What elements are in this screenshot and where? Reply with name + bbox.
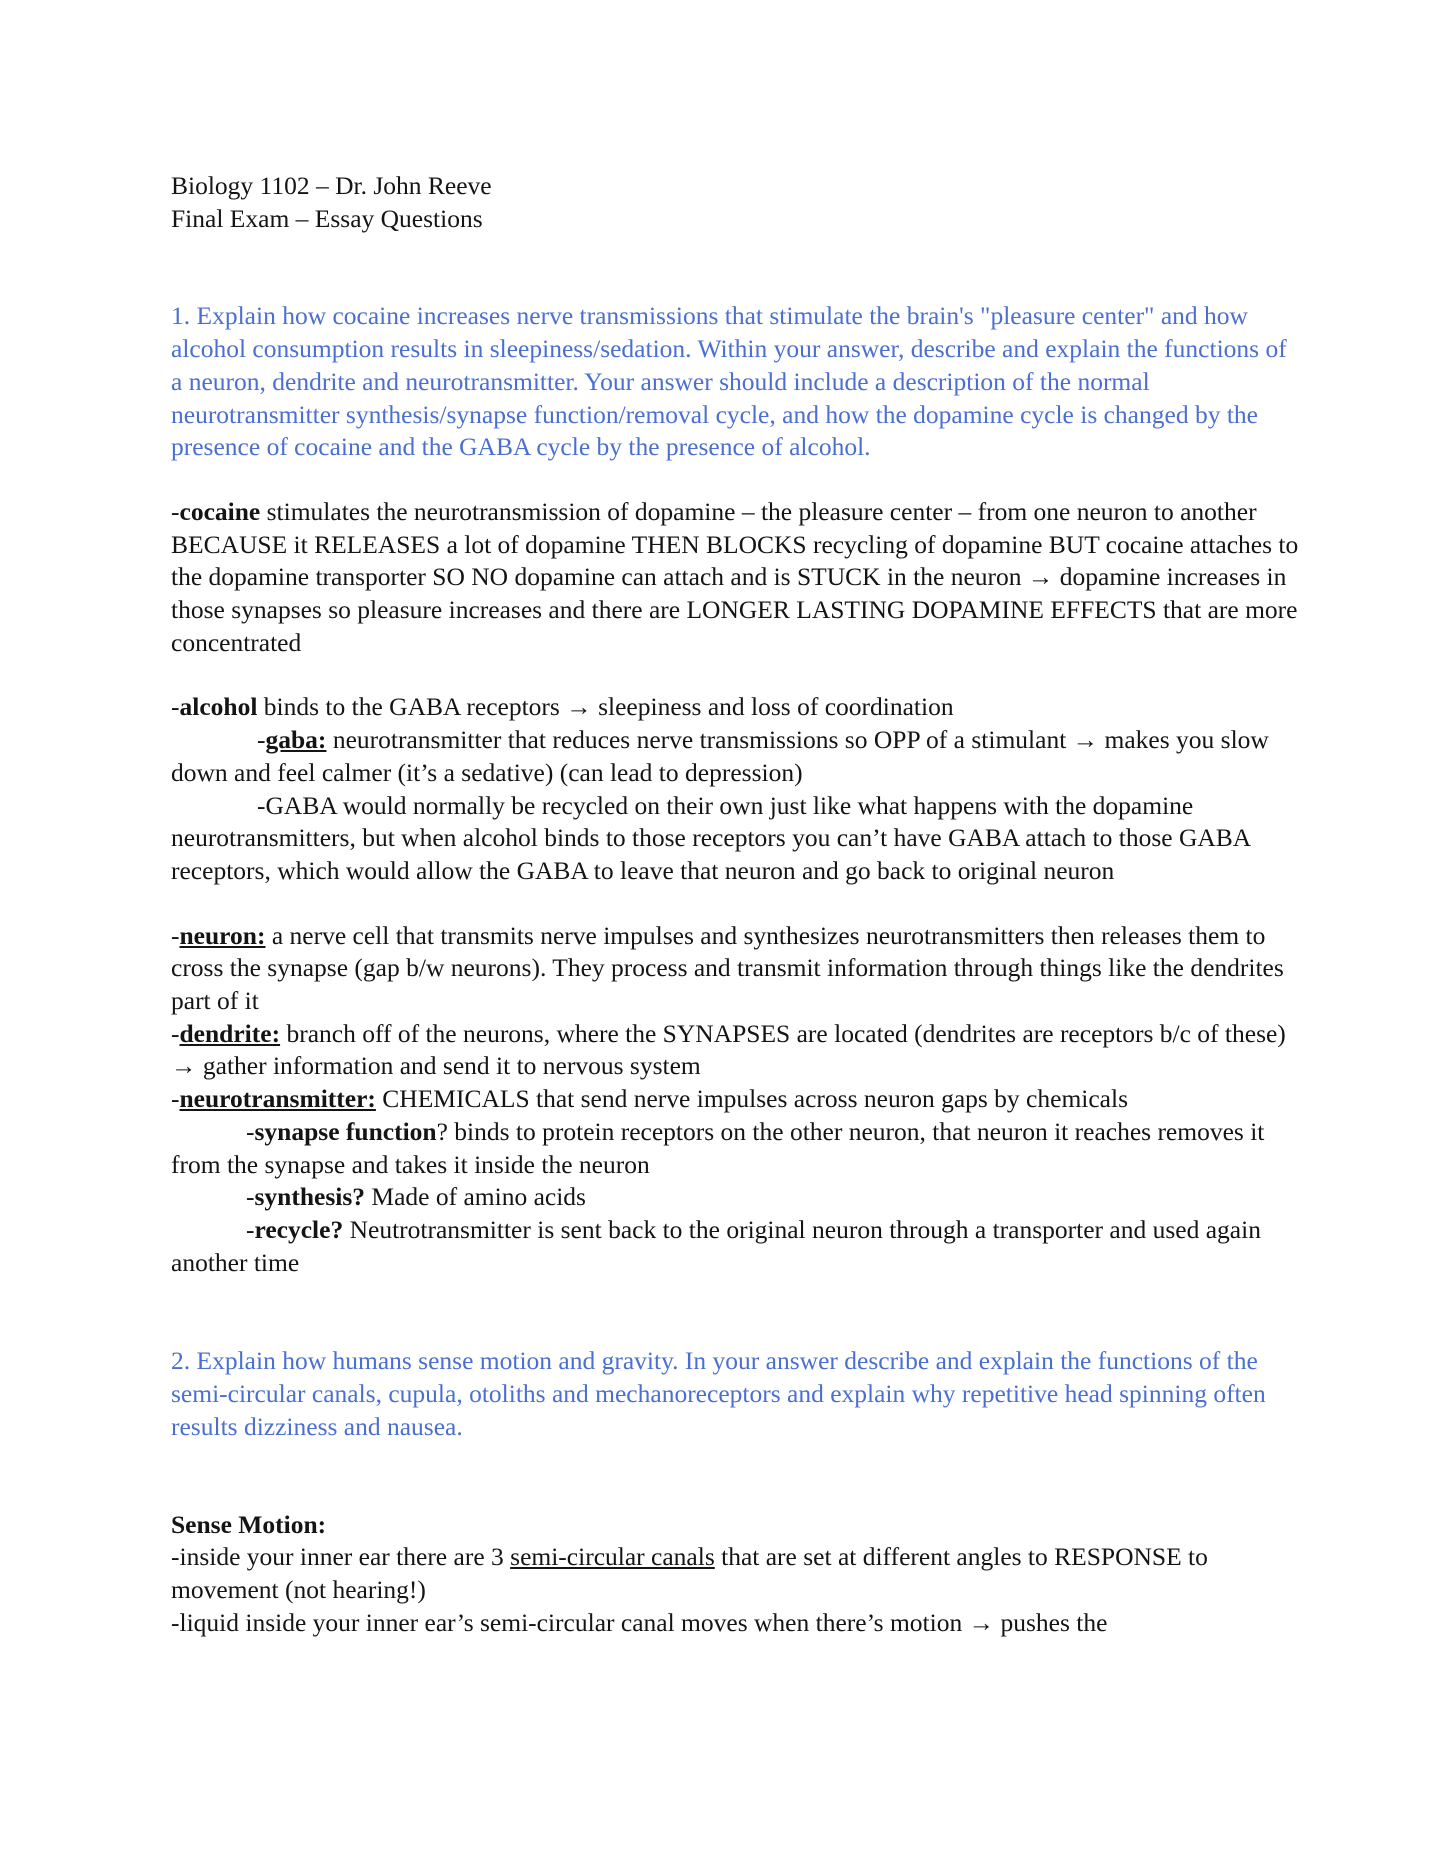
sense-motion-heading: Sense Motion:: [171, 1509, 327, 1539]
question-1-prompt: 1. Explain how cocaine increases nerve transmissions that stimulate the brain's "pleasure center" and how alcohol consumption results in sleepiness/sedation. Within your answer, describe and explain the functions of a neuron, dendrite and neurotransmitter. Your answer should include a description of the normal neurotransmitter synthesis/synapse function/removal cycle, and how the dopamine cycle is changed by the presence of cocaine and the GABA cycle by the presence of alcohol.: [171, 301, 1287, 462]
term-alcohol: alcohol: [179, 692, 258, 722]
term-neuron: neuron:: [179, 920, 266, 950]
answer-alcohol: -alcohol binds to the GABA receptors → sleepiness and loss of coordination: [171, 692, 954, 722]
header-exam-title: Final Exam – Essay Questions: [171, 203, 483, 233]
answer-neuron: -neuron: a nerve cell that transmits nerve impulses and synthesizes neurotransmitters then releases them to cross the synapse (gap b/w neurons). They process and transmit information through things like the dendrites part of it: [171, 920, 1284, 1016]
document-page: [171, 170, 1301, 1639]
term-cocaine: cocaine: [179, 496, 261, 526]
answer-synthesis: -synthesis? Made of amino acids: [246, 1182, 586, 1212]
answer-liquid-inner-ear: -liquid inside your inner ear’s semi-circular canal moves when there’s motion → pushes the: [171, 1607, 1108, 1637]
term-recycle: recycle?: [254, 1214, 344, 1244]
term-synthesis: synthesis?: [254, 1182, 366, 1212]
term-synapse-function: synapse function: [254, 1116, 437, 1146]
answer-recycle: -recycle? Neutrotransmitter is sent back to the original neuron through a transporter and used again another time: [171, 1214, 1261, 1277]
answer-dendrite: -dendrite: branch off of the neurons, where the SYNAPSES are located (dendrites are receptors b/c of these) → gather information and send it to nervous system: [171, 1018, 1286, 1081]
answer-cocaine: -cocaine stimulates the neurotransmission of dopamine – the pleasure center – from one neuron to another BECAUSE it RELEASES a lot of dopamine THEN BLOCKS recycling of dopamine BUT cocaine attaches to the dopamine transporter SO NO dopamine can attach and is STUCK in the neuron → dopamine increases in those synapses so pleasure increases and there are LONGER LASTING DOPAMINE EFFECTS that are more concentrated: [171, 496, 1299, 657]
question-2-prompt: 2. Explain how humans sense motion and gravity. In your answer describe and explain the functions of the semi-circular canals, cupula, otoliths and mechanoreceptors and explain why repetitive head spinning often results dizziness and nausea.: [171, 1346, 1266, 1441]
term-gaba: gaba:: [265, 725, 327, 755]
answer-synapse-function: -synapse function? binds to protein receptors on the other neuron, that neuron it reaches removes it from the synapse and takes it inside the neuron: [171, 1116, 1265, 1179]
term-semicircular-canals: semi-circular canals: [510, 1542, 715, 1572]
answer-neurotransmitter: -neurotransmitter: CHEMICALS that send nerve impulses across neuron gaps by chemicals: [171, 1084, 1129, 1114]
answer-gaba: -gaba: neurotransmitter that reduces nerve transmissions so OPP of a stimulant → makes you slow down and feel calmer (it’s a sedative) (can lead to depression): [171, 725, 1269, 787]
term-neurotransmitter: neurotransmitter:: [179, 1084, 376, 1114]
answer-gaba-recycle: -GABA would normally be recycled on their own just like what happens with the dopamine neurotransmitters, but when alcohol binds to those receptors you can’t have GABA attach to those GABA receptors, which would allow the GABA to leave that neuron and go back to original neuron: [171, 790, 1250, 885]
term-dendrite: dendrite:: [179, 1018, 281, 1048]
header-course: Biology 1102 – Dr. John Reeve: [171, 171, 492, 200]
answer-semicircular-canals: -inside your inner ear there are 3 semi-circular canals that are set at different angles to RESPONSE to movement (not hearing!): [171, 1542, 1208, 1604]
